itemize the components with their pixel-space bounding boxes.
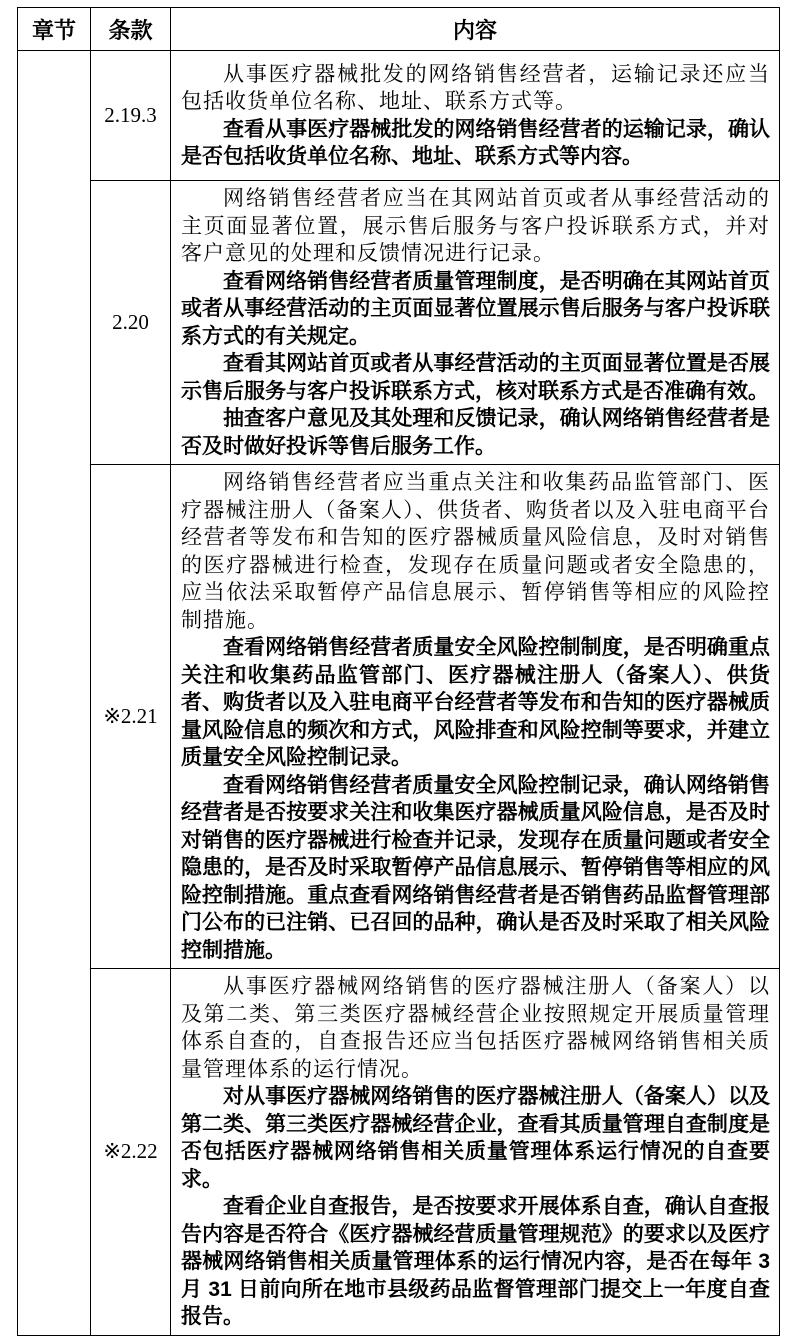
content-cell bbox=[171, 465, 780, 969]
inspection-paragraph: 抽查客户意见及其处理和反馈记录，确认网络销售经营者是否及时做好投诉等售后服务工作。 bbox=[181, 407, 770, 458]
table-header-row bbox=[18, 8, 780, 51]
content-cell bbox=[171, 51, 780, 181]
table-row bbox=[18, 181, 780, 465]
header-content: 内容 bbox=[171, 8, 780, 51]
inspection-paragraph: 查看网络销售经营者质量安全风险控制制度，是否明确重点关注和收集药品监管部门、医疗器械注册人（备案人）、供货者、购货者以及入驻电商平台经营者等发布和告知的医疗器械质量风险信息的频次和方式，风险排查和风险控制等要求，并建立质量安全风险控制记录。 bbox=[181, 636, 770, 769]
inspection-paragraph: 查看企业自查报告，是否按要求开展体系自查，确认自查报告内容是否符合《医疗器械经营质量管理规范》的要求以及医疗器械网络销售相关质量管理体系的运行情况内容，是否在每年 3 月 31 日前向所在地市县级药品监督管理部门提交上一年度自查报告。 bbox=[181, 1195, 770, 1328]
inspection-paragraph: 对从事医疗器械网络销售的医疗器械注册人（备案人）以及第二类、第三类医疗器械经营企业，查看其质量管理自查制度是否包括医疗器械网络销售相关质量管理体系运行情况的自查要求。 bbox=[181, 1085, 770, 1191]
regulation-paragraph: 网络销售经营者应当重点关注和收集药品监管部门、医疗器械注册人（备案人）、供货者、购货者以及入驻电商平台经营者等发布和告知的医疗器械质量风险信息，及时对销售的医疗器械进行检查，发现存在质量问题或者安全隐患的，应当依法采取暂停产品信息展示、暂停销售等相应的风险控制措施。 bbox=[181, 470, 770, 632]
inspection-paragraph: 查看其网站首页或者从事经营活动的主页面显著位置是否展示售后服务与客户投诉联系方式，核对联系方式是否准确有效。 bbox=[181, 352, 770, 403]
inspection-clause-table bbox=[17, 7, 780, 1336]
clause-number: ※2.21 bbox=[91, 465, 171, 969]
regulation-paragraph: 网络销售经营者应当在其网站首页或者从事经营活动的主页面显著位置，展示售后服务与客户投诉联系方式，并对客户意见的处理和反馈情况进行记录。 bbox=[181, 186, 770, 265]
header-chapter: 章节 bbox=[18, 8, 91, 51]
clause-number: 2.20 bbox=[91, 181, 171, 465]
inspection-paragraph: 查看网络销售经营者质量管理制度，是否明确在其网站首页或者从事经营活动的主页面显著位置展示售后服务与客户投诉联系方式的有关规定。 bbox=[181, 269, 770, 348]
clause-number: 2.19.3 bbox=[91, 51, 171, 181]
header-clause: 条款 bbox=[91, 8, 171, 51]
content-cell bbox=[171, 969, 780, 1336]
inspection-paragraph: 查看从事医疗器械批发的网络销售经营者的运输记录，确认是否包括收货单位名称、地址、联系方式等内容。 bbox=[181, 117, 770, 168]
regulation-paragraph: 从事医疗器械批发的网络销售经营者，运输记录还应当包括收货单位名称、地址、联系方式等。 bbox=[181, 61, 770, 113]
table-row bbox=[18, 465, 780, 969]
content-cell bbox=[171, 181, 780, 465]
table-row bbox=[18, 969, 780, 1336]
regulation-paragraph: 从事医疗器械网络销售的医疗器械注册人（备案人）以及第二类、第三类医疗器械经营企业按照规定开展质量管理体系自查的，自查报告还应当包括医疗器械网络销售相关质量管理体系的运行情况。 bbox=[181, 974, 770, 1081]
inspection-paragraph: 查看网络销售经营者质量安全风险控制记录，确认网络销售经营者是否按要求关注和收集医疗器械质量风险信息，是否及时对销售的医疗器械进行检查并记录，发现存在质量问题或者安全隐患的，是否及时采取暂停产品信息展示、暂停销售等相应的风险控制措施。重点查看网络销售经营者是否销售药品监督管理部门公布的已注销、已召回的品种，确认是否及时采取了相关风险控制措施。 bbox=[181, 773, 770, 962]
clause-number: ※2.22 bbox=[91, 969, 171, 1336]
chapter-cell-empty bbox=[18, 51, 91, 1336]
table-row bbox=[18, 51, 780, 181]
